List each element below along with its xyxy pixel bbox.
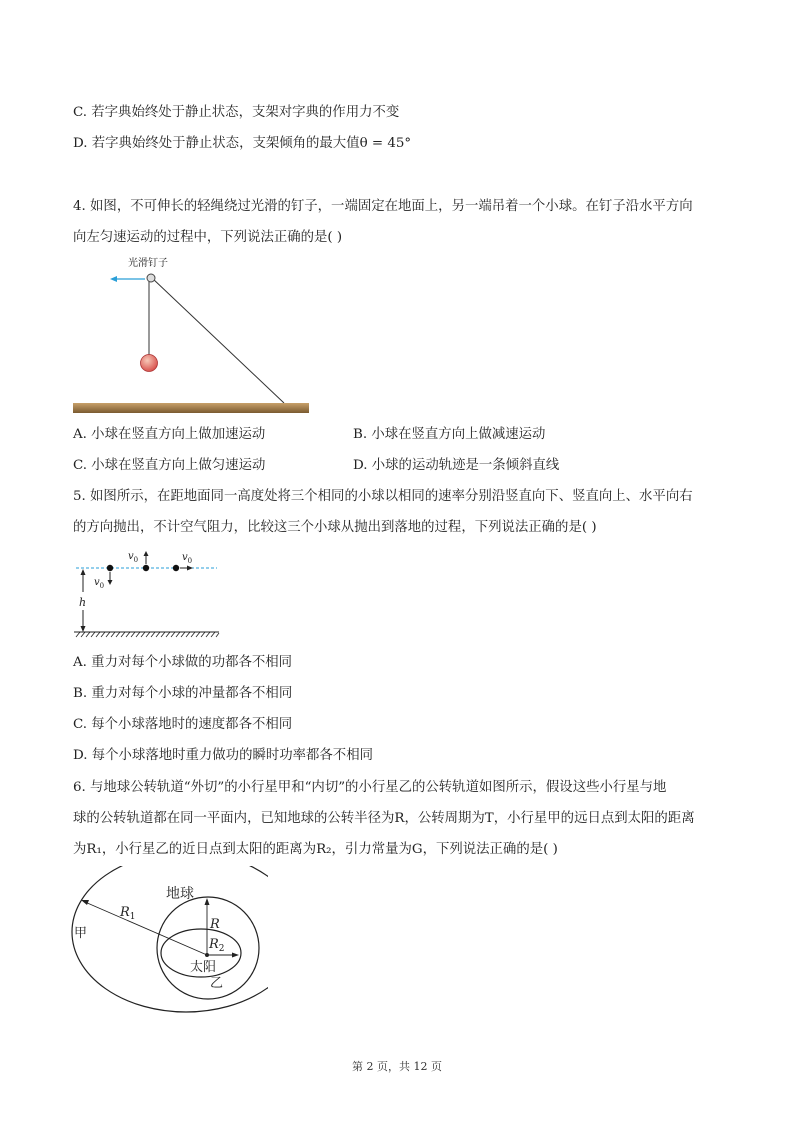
q5-ball-right-arrowhead (187, 566, 193, 571)
q5-v0-right: $v_0$ (182, 552, 193, 565)
q5-ball-down-arrowhead (108, 580, 113, 585)
q5-ball-up (143, 565, 149, 571)
q6-r2-arrowhead (232, 953, 239, 958)
q6-label-sun: 太阳 (190, 960, 217, 975)
q6-stem-line1: 6. 与地球公转轨道“外切”的小行星甲和“内切”的小行星乙的公转轨道如图所示，假设这些小行星与地 (73, 780, 667, 795)
q4-option-c: C. 小球在竖直方向上做匀速运动 (73, 458, 266, 473)
q6-label-jia: 甲 (74, 926, 88, 941)
q4-option-a: A. 小球在竖直方向上做加速运动 (73, 427, 266, 442)
q5-option-a: A. 重力对每个小球做的功都各不相同 (73, 655, 293, 670)
q5-option-d: D. 每个小球落地时重力做功的瞬时功率都各不相同 (73, 748, 373, 763)
q6-sun (205, 953, 209, 957)
q6-label-r1: $R_1$ (120, 905, 136, 922)
page-footer: 第 2 页，共 12 页 (352, 1060, 442, 1073)
q4-figure (70, 250, 320, 420)
q6-stem-line2: 球的公转轨道都在同一平面内，已知地球的公转半径为R，公转周期为T，小行星甲的远日点到太阳的距离 (73, 811, 695, 826)
q5-ball-right (173, 565, 179, 571)
q6-r1-arrowhead (81, 900, 89, 905)
q5-h-arrowhead-up (81, 569, 86, 575)
q6-label-earth: 地球 (166, 886, 194, 902)
q6-label-r: R (210, 917, 220, 932)
q4-option-b: B. 小球在竖直方向上做减速运动 (353, 427, 546, 442)
q6-label-yi: 乙 (210, 976, 224, 991)
q4-stem-line2: 向左匀速运动的过程中，下列说法正确的是( ) (73, 230, 343, 245)
q6-label-r2: $R_2$ (209, 937, 225, 954)
q4-rope-slanted (152, 278, 284, 403)
q5-h-arrowhead-down (81, 626, 86, 632)
q4-stem-line1: 4. 如图，不可伸长的轻绳绕过光滑的钉子，一端固定在地面上，另一端吊着一个小球。在钉子沿水平方向 (73, 199, 693, 214)
q4-ball (141, 355, 158, 372)
q4-velocity-arrowhead (110, 276, 117, 282)
q5-v0-up: $v_0$ (128, 551, 139, 564)
q3-option-c: C. 若字典始终处于静止状态，支架对字典的作用力不变 (73, 105, 400, 120)
q6-r1-line (85, 902, 207, 955)
q5-stem-line1: 5. 如图所示，在距地面同一高度处将三个相同的小球以相同的速率分别沿竖直向下、竖直向上、水平向右 (73, 489, 693, 504)
q4-nail-label: 光滑钉子 (128, 258, 168, 269)
q6-figure (68, 866, 268, 1018)
q4-option-d: D. 小球的运动轨迹是一条倾斜直线 (353, 458, 560, 473)
q3-option-d: D. 若字典始终处于静止状态，支架倾角的最大值θ = 45° (73, 136, 412, 151)
q4-nail (147, 274, 155, 282)
q5-option-c: C. 每个小球落地时的速度都各不相同 (73, 717, 293, 732)
q6-orbit-earth (157, 897, 259, 999)
q5-ball-up-arrowhead (144, 551, 149, 556)
q5-option-b: B. 重力对每个小球的冲量都各不相同 (73, 686, 293, 701)
q5-v0-down: $v_0$ (94, 577, 105, 590)
q6-r-arrowhead (205, 898, 210, 905)
q5-ball-down (107, 565, 113, 571)
q5-figure (70, 545, 230, 645)
q6-stem-line3: 为R₁，小行星乙的近日点到太阳的距离为R₂，引力常量为G，下列说法正确的是( ) (73, 842, 558, 857)
q5-stem-line2: 的方向抛出，不计空气阻力，比较这三个小球从抛出到落地的过程，下列说法正确的是( ) (73, 520, 597, 535)
q4-ground (73, 403, 309, 413)
q5-ground-hatch (76, 632, 219, 637)
q5-h-label: h (79, 596, 87, 609)
